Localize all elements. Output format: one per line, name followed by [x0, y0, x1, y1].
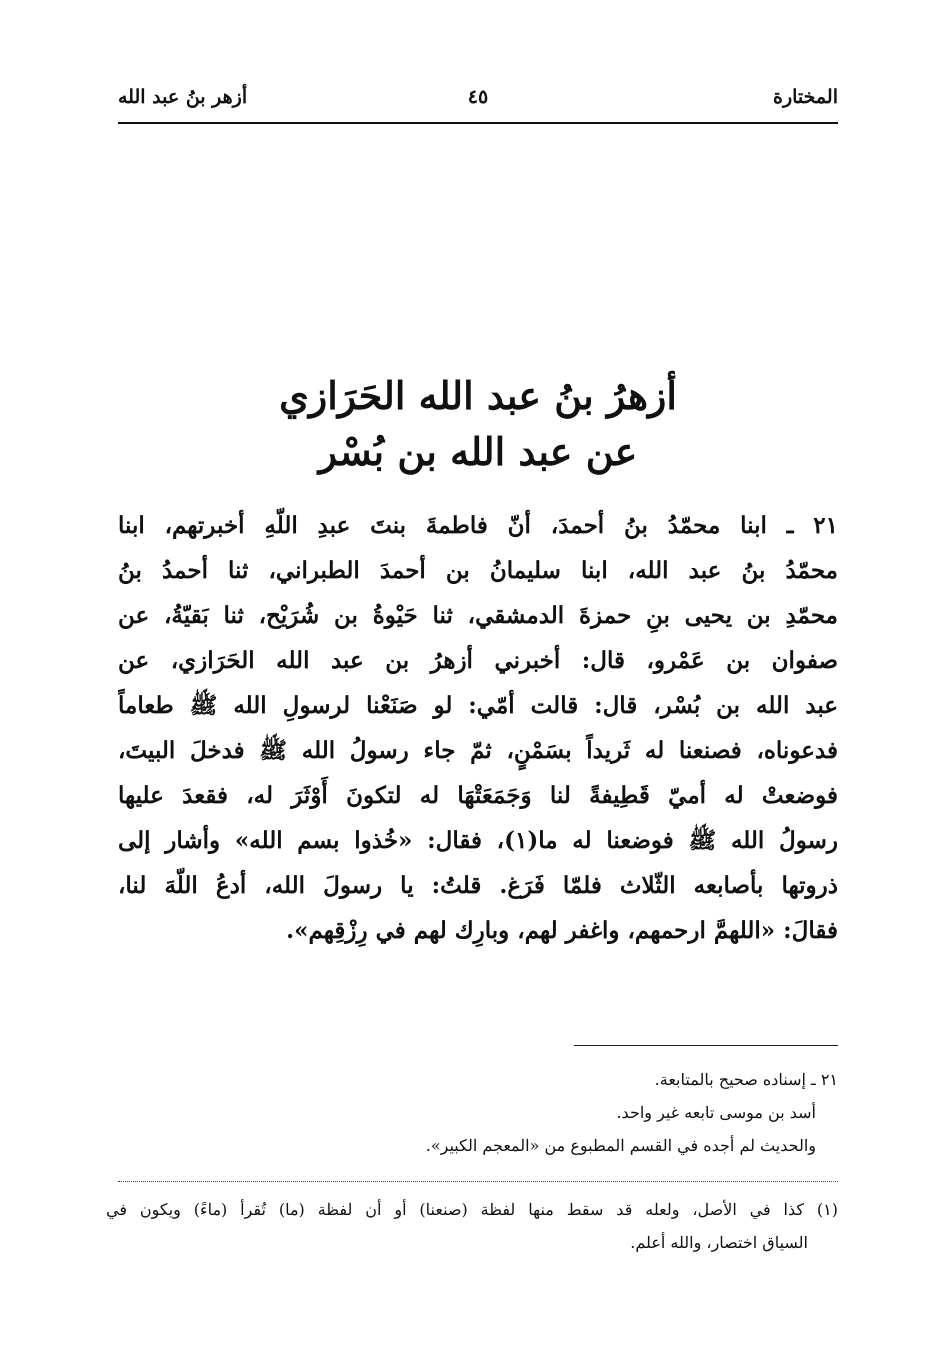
running-header [118, 86, 838, 122]
section-title [118, 368, 838, 480]
note-line: أسد بن موسى تابعه غير واحد. [616, 1103, 816, 1122]
title-line-1: أزهرُ بنُ عبد الله الحَرَازي [279, 373, 677, 418]
text-line: فوضعتْ له أميّ قَطِيفةً لنا وَجَمَعَتْهَا له لتكونَ أَوْثَرَ له، فقعدَ عليها [118, 782, 838, 809]
text-line: رسولُ الله ﷺ فوضعنا له ما(١)، فقال: «خُذوا بسم الله» وأشار إلى [118, 827, 838, 854]
book-title: المختارة [773, 86, 838, 108]
text-line: محمّدُ بنُ عبد الله، ابنا سليمانُ بن أحمدَ الطبراني، ثنا أحمدُ بنُ [118, 557, 838, 584]
text-line: ذروتها بأصابعه الثّلاث فلمّا فَرَغ. قلتُ: يا رسولَ الله، أدعُ اللّهَ لنا، [118, 872, 838, 899]
page-number: ٤٥ [467, 86, 489, 108]
notes-rule [574, 1045, 838, 1046]
note-line: والحديث لم أجده في القسم المطبوع من «المعجم الكبير». [425, 1136, 816, 1155]
text-line: عبد الله بن بُسْر، قال: قالت أمّي: لو صَنَعْنا لرسولِ الله ﷺ طعاماً [118, 692, 838, 719]
footnote-line: (١) كذا في الأصل، ولعله قد سقط منها لفظة (صنعنا) أو أن لفظة (ما) تُقرأ (ماءً) ويكون في [106, 1200, 838, 1219]
header-rule [118, 122, 838, 124]
title-line-2: عن عبد الله بن بُسْر [318, 429, 638, 474]
hadith-text [118, 503, 838, 953]
verification-notes [118, 1063, 838, 1162]
footnote-rule [118, 1181, 838, 1182]
text-line: فقالَ: «اللهمَّ ارحمهم، واغفر لهم، وبارِك لهم في رِزْقِهم». [286, 917, 838, 944]
text-line: محمّدِ بن يحيى بنِ حمزةَ الدمشقي، ثنا حَيْوةُ بن شُرَيْح، ثنا بَقيّةُ، عن [118, 602, 838, 629]
footnote-line: السياق اختصار، والله أعلم. [630, 1233, 808, 1252]
chapter-name: أزهر بنُ عبد الله [118, 86, 248, 108]
footnote [106, 1193, 838, 1259]
text-line: ٢١ ـ ابنا محمّدُ بنُ أحمدَ، أنّ فاطمةَ بنتَ عبدِ اللّهِ أخبرتهم، ابنا [118, 512, 838, 539]
note-line: ٢١ ـ إسناده صحيح بالمتابعة. [654, 1070, 838, 1089]
text-line: صفوان بن عَمْرو، قال: أخبرني أزهرُ بن عبد الله الحَرَازي، عن [118, 647, 838, 674]
text-line: فدعوناه، فصنعنا له ثَريداً بسَمْنٍ، ثمّ جاء رسولُ الله ﷺ فدخلَ البيتَ، [118, 737, 838, 764]
